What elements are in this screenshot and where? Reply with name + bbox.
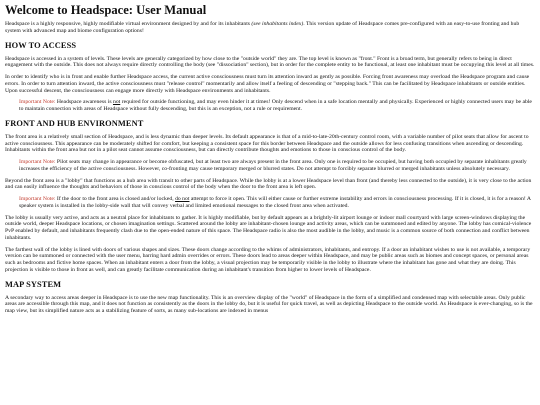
important-note-label: Important Note:: [19, 99, 56, 106]
access-paragraph-2: In order to identify who is in front and enable further Headspace access, the current active consciousness must turn its attention inward as gently as possible. Forcing front awareness may overload the Headspace program and cause errors. In order to turn attention inward, the active consciousness must "release control" momentarily and allow itself a feeling of descending or "stepping back." This can be facilitated by Headspace inhabitants or outside entities. Upon successful descent, the consciousness can engage more directly with Headspace environments and inhabitants.: [5, 74, 530, 94]
intro-text-a: Headspace is a highly responsive, highly modifiable virtual environment designed by and for its inhabitants: [5, 21, 252, 27]
note-underlined-words: do not: [175, 196, 190, 202]
important-note-pilot-seats: [19, 159, 535, 173]
important-note-label: Important Note:: [19, 196, 56, 202]
note-text-a: Headspace awareness is: [55, 99, 113, 106]
map-paragraph-1: A secondary way to access areas deeper in Headspace is to use the new map functionality. This is an overview display of the "world" of Headspace in the form of a simplified and condensed map with selectable areas. Only public areas are accessible through this map, and it does not function as consistently as the doors in the lobby do, but it is useful for quick travel, as well as depicting Headspace to the outside world. As Headspace is ever-changing, so is the map view, but its simplified nature acts as a stabilizing feature of sorts, as many sub-locations are indexed in menus: [5, 294, 533, 314]
section-heading-how-to-access: HOW TO ACCESS: [5, 40, 77, 50]
important-note-label: Important Note:: [19, 159, 56, 165]
intro-text-b: . This version update of Headspace comes pre-configured with an easy-to-use fronting and hub system with advanced map and biome configuration options!: [5, 21, 520, 34]
note-text: Pilot seats may change in appearance or become obfuscated, but at least two are always present in the front area. Only one is required to be occupied, but having both occupied by separate inhabitants greatly increases the efficiency of the active consciousness. However, co-fronting may cause temporary merged or blurred states. Do not attempt to forcibly separate blurred or merged inhabitants unless absolutely necessary.: [19, 159, 527, 172]
section-heading-front-and-hub: FRONT AND HUB ENVIRONMENT: [5, 118, 144, 128]
inhabitants-index-reference: (see inhabitants index): [251, 21, 304, 27]
section-heading-map-system: MAP SYSTEM: [5, 279, 62, 289]
important-note-access: [19, 99, 535, 113]
note-text-b: attempt to force it open. This will either cause or further extreme instability and errors in consciousness processing. If it is closed, it is for a reason! A speaker system is installed in the lobby-side wall that will convey verbal and limited emotional messages to the closed front area when activated.: [19, 196, 531, 209]
important-note-front-door: [19, 196, 535, 210]
page-title: Welcome to Headspace: User Manual: [5, 3, 207, 17]
access-paragraph-1: Headspace is accessed in a system of levels. These levels are generally categorized by how close to the "outside world" they are. The top level is known as "front." Front is a broad term, but generally refers to being in direct engagement with the outside. This does not always require directly controlling the body (see "dissociation" section), but in order for the complete entity to be functional, at least one inhabitant must be occupying this level at all times.: [5, 55, 535, 69]
note-text-b: required for outside functioning, and may even hinder it at times! Only descend when in a safe location mentally and physically. Experienced or highly connected users may be able to maintain connection with areas of Headspace without fully descending, but this is an exception, not a rule or requirement.: [19, 99, 532, 112]
note-text-a: If the door to the front area is closed and/or locked,: [55, 196, 176, 202]
front-paragraph-1: The front area is a relatively small section of Headspace, and is less dynamic than deeper levels. Its default appearance is that of a mid-to-late-20th-century control room, with a variable number of pilot seats that allow for ascent to active consciousness. This appearance can be moderately shifted for comfort, but keeping a consistent space for this border between Headspace and the outside allows for less confusing transitions when ascending or descending. Inhabitants within the front area but not in a pilot seat cannot assume consciousness, but can directly contribute thoughts and emotions to those in conscious control of the body.: [5, 133, 529, 154]
front-paragraph-2: Beyond the front area is a "lobby" that functions as a hub area with transit to other parts of Headspace. While the lobby is at a lower Headspace level than front (and thereby less connected to the outside), it is very close to the action and can easily influence the thoughts and behaviors of those in conscious control of the body when the door to the front area is left open.: [5, 177, 532, 191]
front-paragraph-3: The lobby is usually very active, and acts as a neutral place for inhabitants to gather. It is highly modifiable, but by default appears as a brightly-lit airport lounge or indoor mall courtyard with large screen-windows displaying the outside world, deeper Headspace locations, or chosen imagination settings. Scattered around the lobby are inhabitant-chosen lounge and activity areas, which can be summoned and edited by anyone. The lobby has comical-violence PvP enabled by default, and inhabitants frequently clash due to the open-ended nature of this space. The Headspace radio is also the most audible in the lobby, and music is a common source of both connection and conflict between inhabitants.: [5, 214, 532, 241]
front-paragraph-4: The farthest wall of the lobby is lined with doors of various shapes and sizes. These doors change according to the whims of administrators, inhabitants, and entropy. If a door an inhabitant wishes to use is not available, a temporary version can be summoned or connected with the user menu, barring hard admin overrides or errors. These doors lead to areas deeper within Headspace, and may be public areas such as biomes and concept spaces, or personal areas such as bedrooms and fictive home spaces. When an inhabitant enters a door from the lobby, a visual projection may be temporarily visible in the lobby to illustrate where the inhabitant has gone and what they are doing. This projection is visible to those in front as well, and can greatly facilitate communication during an inhabitant's transition from higher to lower levels of Headspace.: [5, 246, 531, 273]
intro-paragraph: [5, 21, 535, 35]
note-underlined-word: not: [112, 99, 121, 106]
